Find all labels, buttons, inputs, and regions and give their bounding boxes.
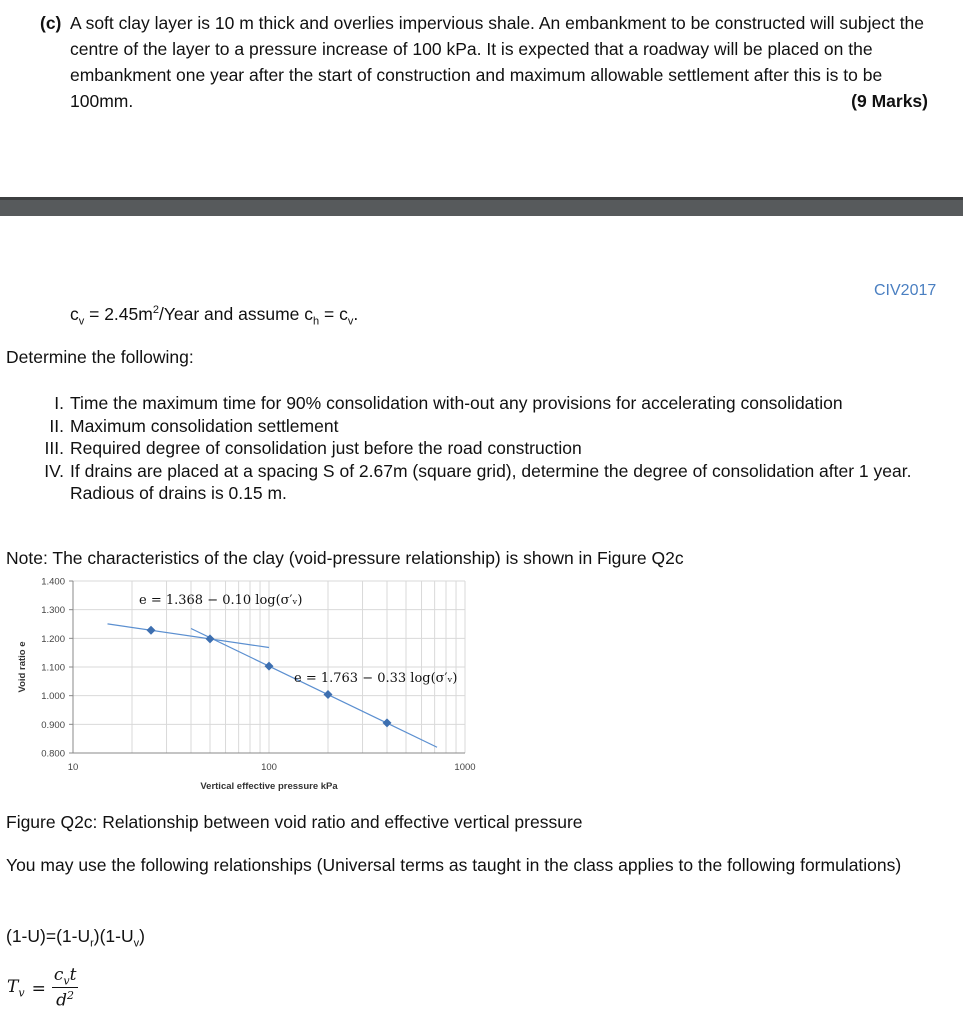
- equation-label-virgin: e = 1.763 − 0.33 log(σ′ᵥ): [294, 671, 458, 686]
- determine-heading: Determine the following:: [6, 347, 194, 367]
- list-item: II. Maximum consolidation settlement: [49, 415, 339, 436]
- y-tick-label: 0.800: [41, 748, 65, 760]
- list-item: III. Required degree of consolidation just before the road construction: [44, 438, 582, 458]
- void-ratio-chart: [0, 572, 520, 802]
- course-code: CIV2017: [874, 282, 937, 299]
- y-tick-label: 1.000: [41, 691, 65, 703]
- data-point: [146, 626, 155, 635]
- y-tick-label: 0.900: [41, 719, 65, 731]
- relations-text: You may use the following relationships (Universal terms as taught in the class applies to the following formulations): [6, 855, 902, 875]
- list-item: IV. If drains are placed at a spacing S of 2.67m (square grid), determine the degree of consolidation after 1 year. Radious of drains is 0.15 m.: [44, 460, 912, 503]
- y-tick-label: 1.200: [41, 633, 65, 645]
- figure-caption: Figure Q2c: Relationship between void ratio and effective vertical pressure: [6, 812, 583, 832]
- equation-time-factor: $T_v$ = $c_vt$ $d^2$: [7, 965, 77, 1012]
- y-tick-label: 1.100: [41, 662, 65, 674]
- equation-degree-consolidation: $(1-U)=(1-U_r)(1-U_v)$: [6, 926, 145, 950]
- data-point: [383, 718, 392, 727]
- list-item: I. Time the maximum time for 90% consolidation with-out any provisions for accelerating consolidation: [54, 393, 843, 413]
- y-tick-label: 1.400: [41, 576, 65, 588]
- equation-label-recompression: e = 1.368 − 0.10 log(σ′ᵥ): [139, 593, 303, 608]
- page-divider-edge: [0, 197, 963, 200]
- trend-line-virgin: [191, 628, 437, 747]
- figure-note: Note: The characteristics of the clay (void-pressure relationship) is shown in Figure Q2c: [6, 548, 684, 568]
- question-label: (c): [40, 13, 62, 33]
- x-tick-label: 100: [261, 762, 277, 773]
- y-tick-label: 1.300: [41, 605, 65, 617]
- parameters-line: $c_v$ = $2.45m^2$/Year and assume $c_h = c_v$.: [70, 304, 359, 328]
- x-tick-label: 10: [67, 762, 79, 773]
- data-point: [324, 690, 333, 699]
- x-axis-label: Vertical effective pressure kPa: [200, 781, 338, 792]
- marks-label: (9 Marks): [851, 91, 928, 111]
- task-list: [30, 392, 955, 505]
- question-text: A soft clay layer is 10 m thick and overlies impervious shale. An embankment to be constructed will subject the centre of the layer to a pressure increase of 100 kPa. It is expected that a roadway will be placed on the embankment one year after the start of construction and maximum allowable settlement after this is to be 100mm.: [70, 13, 925, 111]
- y-axis-label: Void ratio e: [17, 641, 28, 693]
- x-tick-label: 1000: [454, 762, 476, 773]
- data-point: [265, 662, 274, 671]
